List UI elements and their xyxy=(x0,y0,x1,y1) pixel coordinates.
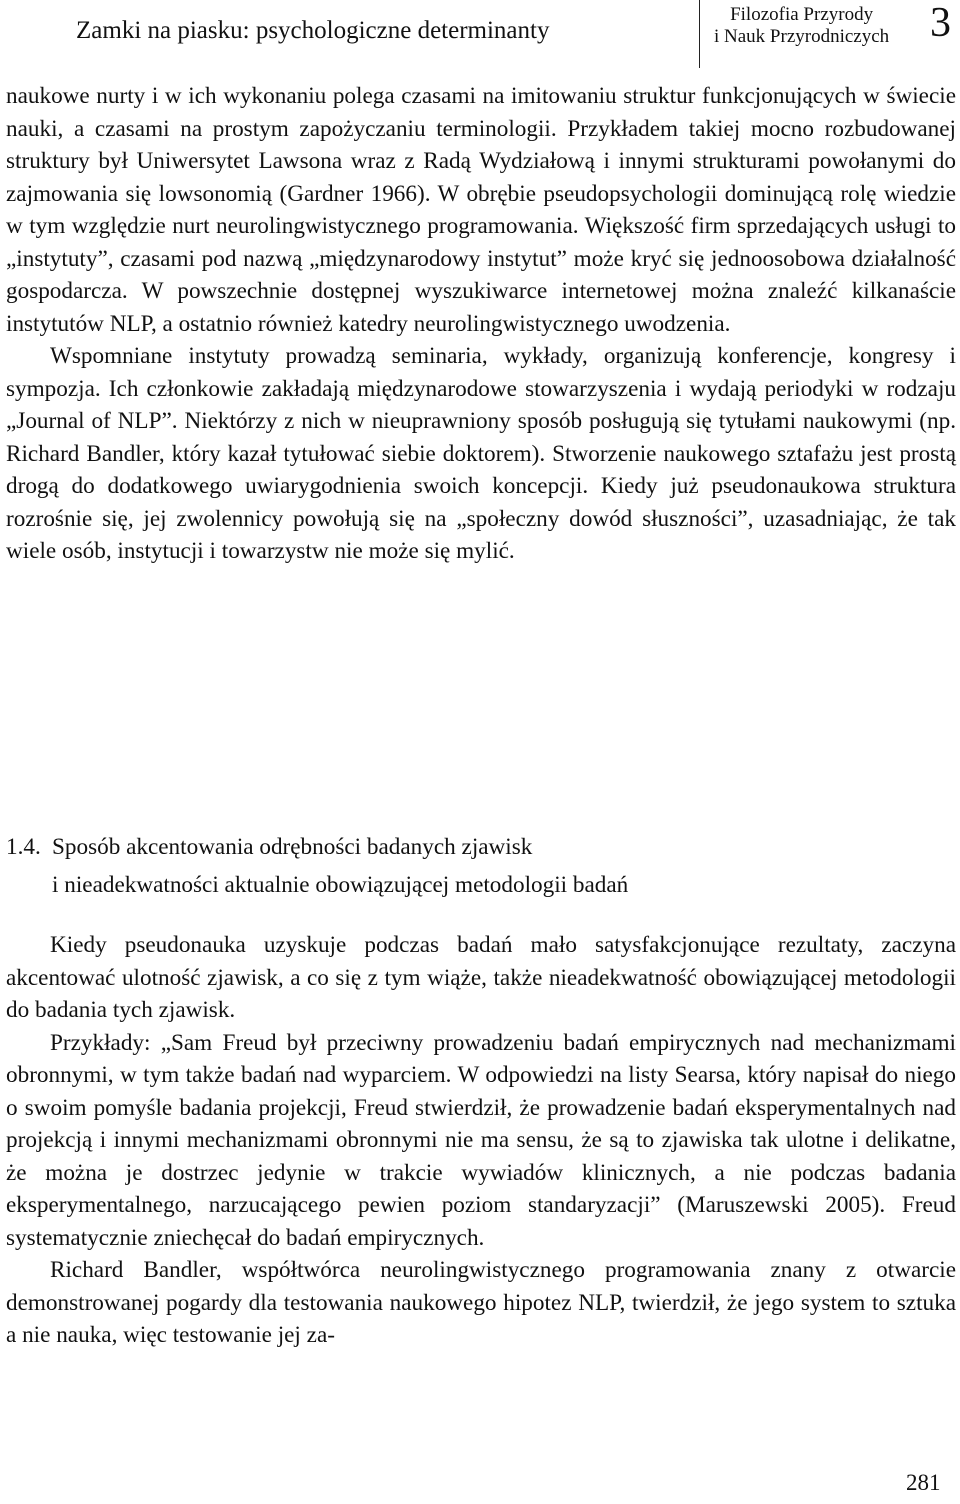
paragraph: naukowe nurty i w ich wykonaniu polega czasami na imitowaniu struktur funkcjonujących w świecie nauki, a czasami na prostym zapożyczaniu terminologii. Przykładem takiej mocno rozbudowanej struktury był Uniwersytet Lawsona wraz z Radą Wydziałową i innymi strukturami powołanymi do zajmowania się lowsonomią (Gardner 1966). W obrębie pseudopsychologii dominującą rolę wiedzie w tym względzie nurt neurolingwistycznego programowania. Większość firm sprzedających usługi to „instytuty”, czasami pod nazwą „międzynarodowy instytut” może kryć się jednoosobowa działalność gospodarcza. W powszechnie dostępnej wyszukiwarce internetowej można znaleźć kilkanaście instytutów NLP, a ostatnio również katedry neurolingwistycznego uwodzenia. xyxy=(6,83,956,337)
paragraph: Kiedy pseudonauka uzyskuje podczas badań mało satysfakcjonujące rezultaty, zaczyna akcentować ulotność zjawisk, a co się z tym wiąże, także nieadekwatność obowiązującej metodologii do badania tych zjawisk. xyxy=(6,932,956,1023)
section-heading xyxy=(6,828,906,904)
header-divider xyxy=(699,0,700,68)
paragraph: Przykłady: „Sam Freud był przeciwny prowadzeniu badań empirycznych nad mechanizmami obronnymi, w tym także badań nad wyparciem. W odpowiedzi na listy Searsa, który napisał do niego o swoim pomyśle badania projekcji, Freud stwierdził, że prowadzenie badań eksperymentalnych nad projekcją i innymi mechanizmami obronnymi nie ma sensu, że są to zjawiska tak ulotne i delikatne, że można je dostrzec jedynie w trakcie wywiadów klinicznych, a nie podczas badania eksperymentalnego, narzucającego pewien poziom standaryzacji” (Maruszewski 2005). Freud systematycznie zniechęcał do badań empirycznych. xyxy=(6,1029,956,1251)
issue-number: 3 xyxy=(930,0,951,46)
paragraph: Richard Bandler, współtwórca neurolingwistycznego programowania znany z otwarcie demonstrowanej pogardy dla testowania naukowego hipotez NLP, twierdził, że jego system to sztuka a nie nauka, więc testowanie jej za- xyxy=(6,1257,956,1348)
journal-name xyxy=(714,4,889,48)
section-title-line1: Sposób akcentowania odrębności badanych zjawisk xyxy=(52,834,533,860)
journal-name-line1: Filozofia Przyrody xyxy=(730,4,874,25)
running-title: Zamki na piasku: psychologiczne determinanty xyxy=(76,17,550,44)
paragraph: Wspomniane instytuty prowadzą seminaria, wykłady, organizują konferencje, kongresy i sympozja. Ich członkowie zakładają międzynarodowe stowarzyszenia i wydają periodyki w rodzaju „Journal of NLP”. Niektórzy z nich w nieuprawniony sposób posługują się tytułami naukowymi (np. Richard Bandler, który kazał tytułować siebie doktorem). Stworzenie naukowego sztafażu jest prostą drogą do dodatkowego uwiarygodnienia swoich koncepcji. Kiedy już pseudonaukowa struktura rozrośnie się, jej zwolennicy powołują się na „społeczny dowód słuszności”, uzasadniając, że tak wiele osób, instytucji i towarzystw nie może się mylić. xyxy=(6,343,956,564)
page-number: 281 xyxy=(906,1470,941,1495)
journal-name-line2: i Nauk Przyrodniczych xyxy=(714,26,890,47)
section-number: 1.4. xyxy=(6,834,41,860)
page-header xyxy=(0,0,960,70)
section-title-line2: i nieadekwatności aktualnie obowiązującej metodologii badań xyxy=(52,872,629,898)
body-text-bottom xyxy=(6,929,956,1352)
body-text-top xyxy=(6,80,956,568)
